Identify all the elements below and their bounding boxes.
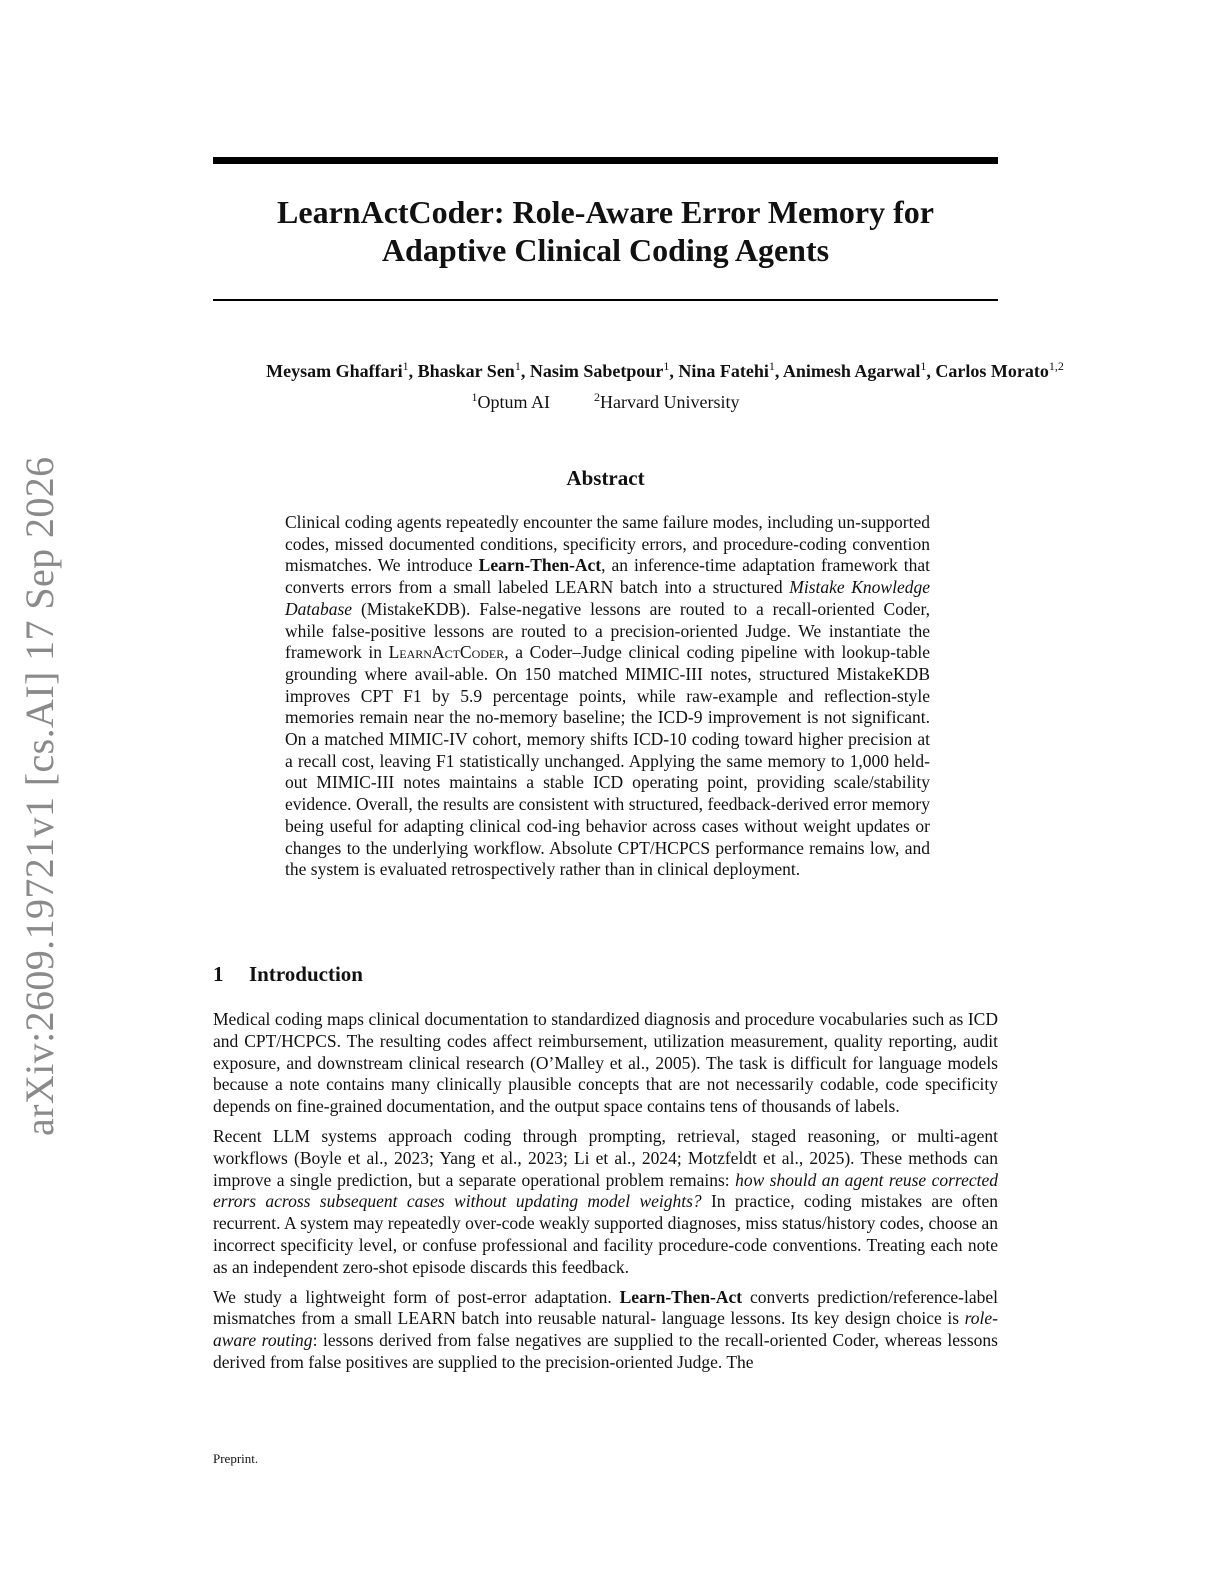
affiliation-number: 1 — [471, 390, 478, 404]
author-name: Nasim Sabetpour — [529, 361, 664, 381]
paragraph-text-run: converts prediction/reference-label mismatches from a small LEARN batch into reusable natural- language lessons. Its key design choice is — [213, 1286, 998, 1329]
author-affiliation-mark: 1 — [920, 359, 927, 373]
author-affiliation-mark: 1 — [768, 359, 775, 373]
abstract-heading: Abstract — [566, 466, 645, 490]
title-top-rule — [213, 157, 998, 164]
author-name: Nina Fatehi — [678, 361, 769, 381]
title-line-2: Adaptive Clinical Coding Agents — [381, 232, 830, 268]
abstract-text — [285, 512, 930, 881]
affiliation-name: Optum AI — [477, 392, 551, 412]
arxiv-identifier: arXiv:2609.19721v1 [cs.AI] 17 Sep 2026 — [17, 456, 62, 1136]
author-affiliation-mark: 1 — [514, 359, 521, 373]
section-heading-introduction — [213, 960, 363, 988]
author-name: Meysam Ghaffari — [266, 361, 403, 381]
abstract-text-run: , a Coder–Judge clinical coding pipeline with lookup-table grounding where avail-able. On 150 matched MIMIC-III notes, structured MistakeKDB improves CPT F1 by 5.9 percentage points, while raw-example and reflection-style memories remain near the no-memory baseline; the ICD-9 improvement is not significant. On a matched MIMIC-IV cohort, memory shifts ICD-10 coding toward higher precision at a recall cost, leaving F1 statistically unchanged. Applying the same memory to 1,000 held-out MIMIC-III notes maintains a stable ICD operating point, providing scale/stability evidence. Overall, the results are consistent with structured, feedback-derived error memory being useful for adapting clinical cod-ing behavior across cases without weight updates or changes to the underlying workflow. Absolute CPT/HCPCS performance remains low, and the system is evaluated retrospectively rather than in clinical deployment. — [285, 642, 930, 880]
author-affiliation-mark: 1 — [663, 359, 670, 373]
abstract-text-run: , an inference-time adaptation framework that converts errors from a small labeled LEARN batch into a structured — [285, 555, 930, 598]
paragraph-text-run: : lessons derived from false negatives are supplied to the recall-oriented Coder, whereas lessons derived from false positives are supplied to the precision-oriented Judge. The — [213, 1330, 998, 1372]
paper-title — [213, 193, 998, 269]
affiliation-list — [213, 385, 998, 414]
affiliation-number: 2 — [594, 390, 601, 404]
section-title: Introduction — [249, 962, 363, 986]
author-name: Carlos Morato — [935, 361, 1049, 381]
abstract-bold-term: Learn-Then-Act — [478, 555, 602, 576]
intro-paragraph-2 — [213, 1126, 998, 1279]
affiliation-name: Harvard University — [600, 392, 740, 412]
paragraph-italic-term: role-aware routing — [213, 1308, 998, 1351]
abstract-text-run: Clinical coding agents repeatedly encounter the same failure modes, including un-supported codes, missed documented conditions, specificity errors, and procedure-coding convention mismatches. We introduce — [285, 512, 930, 576]
paragraph-text-run: In practice, coding mistakes are often recurrent. A system may repeatedly over-code weakly supported diagnoses, miss status/history codes, choose an incorrect specificity level, or confuse professional and facility procedure-code conventions. Treating each note as an independent zero-shot episode discards this feedback. — [213, 1191, 998, 1277]
author-affiliation-mark: 1 — [402, 359, 409, 373]
intro-paragraph-1: Medical coding maps clinical documentation to standardized diagnosis and procedure vocabularies such as ICD and CPT/HCPCS. The resulting codes affect reimbursement, utilization measurement, quality reporting, audit exposure, and downstream clinical research (O’Malley et al., 2005). The task is difficult for language models because a note contains many clinically plausible concepts that are not necessarily codable, code specificity depends on fine-grained documentation, and the output space contains tens of thousands of labels. — [213, 1009, 998, 1117]
paragraph-text-run: We study a lightweight form of post-error adaptation. — [213, 1286, 620, 1307]
abstract-italic-term: Mistake Knowledge Database — [285, 577, 931, 619]
author-name: Bhaskar Sen — [417, 361, 515, 381]
paragraph-italic-question: how should an agent reuse corrected errors across subsequent cases without updating model weights? — [213, 1169, 998, 1212]
abstract-text-run: (MistakeKDB). False-negative lessons are routed to a recall-oriented Coder, while false-positive lessons are routed to a precision-oriented Judge. We instantiate the framework in — [285, 598, 930, 663]
title-line-1: LearnActCoder: Role-Aware Error Memory for — [277, 194, 934, 230]
introduction-body — [213, 1009, 998, 1382]
paragraph-text-run: Recent LLM systems approach coding through prompting, retrieval, staged reasoning, or multi-agent workflows (Boyle et al., 2023; Yang et al., 2023; Li et al., 2024; Motzfeldt et al., 2025). These methods can improve a single prediction, but a separate operational problem remains: — [213, 1125, 998, 1190]
title-bottom-rule — [213, 299, 998, 301]
author-list: Meysam Ghaffari$^1$, Bhaskar Sen$^1$, Nasim Sabetpour$^1$, Nina Fatehi$^1$, Animesh Agarwal$^1$, Carlos Morato$^{1,2}$ — [266, 359, 1064, 381]
preprint-footer: Preprint. — [213, 1451, 259, 1466]
paragraph-bold-term: Learn-Then-Act — [619, 1286, 743, 1307]
author-name: Animesh Agarwal — [782, 361, 921, 381]
abstract-system-name: LearnActCoder — [388, 642, 505, 663]
author-affiliation-mark: 1,2 — [1048, 359, 1064, 373]
intro-paragraph-3 — [213, 1287, 998, 1374]
section-number: 1 — [213, 962, 224, 986]
